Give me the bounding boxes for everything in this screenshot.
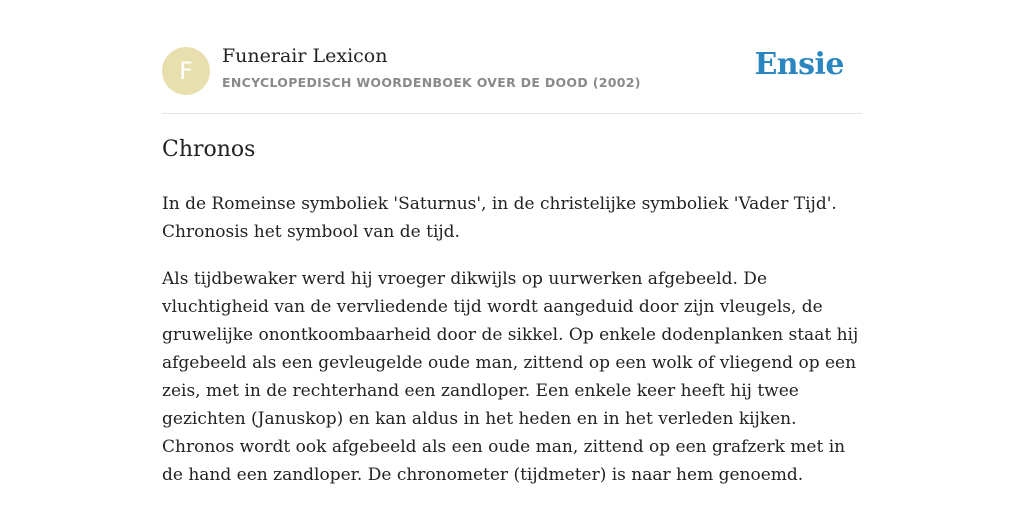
lexicon-subtitle: ENCYCLOPEDISCH WOORDENBOEK OVER DE DOOD (2002) [222,75,641,90]
page [162,0,862,485]
ensie-logo[interactable]: Ensie [754,47,844,82]
entry-paragraph-1: In de Romeinse symboliek 'Saturnus', in de christelijke symboliek 'Vader Tijd'. Chronosis het symbool van de tijd. [162,194,837,242]
entry-term: Chronos [162,137,256,162]
header [162,0,862,114]
entry-paragraph-2: Als tijdbewaker werd hij vroeger dikwijls op uurwerken afgebeeld. De vluchtigheid van de vervliedende tijd wordt aangeduid door zijn vleugels, de gruwelijke onontkoombaarheid door de sikkel. Op enkele dodenplanken staat hij afgebeeld als een gevleugelde oude man, zittend op een wolk of vliegend op een zeis, met in de rechterhand een zandloper. Een enkele keer heeft hij twee gezichten (Januskop) en kan aldus in het heden en in het verleden kijken. Chronos wordt ook afgebeeld als een oude man, zittend op een grafzerk met in de hand een zandloper. De chronometer (tijdmeter) is naar hem genoemd. [162,269,859,485]
lexicon-avatar[interactable]: F [162,47,210,95]
lexicon-title[interactable]: Funerair Lexicon [222,45,388,67]
